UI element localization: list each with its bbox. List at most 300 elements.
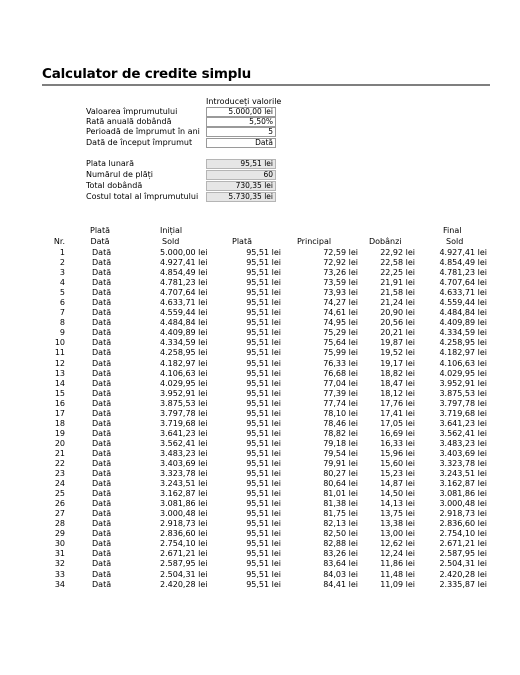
table-row	[0, 359, 520, 369]
row-end-balance: 2.754,10 lei	[439, 529, 487, 539]
row-date: Dată	[92, 278, 112, 288]
row-interest: 14,87 lei	[380, 479, 415, 489]
row-start-balance: 3.483,23 lei	[160, 448, 208, 458]
row-start-balance: 4.927,41 lei	[160, 258, 208, 268]
total-cost-value: 5.730,35 lei	[206, 192, 276, 202]
table-row	[0, 509, 520, 519]
row-interest: 22,58 lei	[380, 258, 415, 268]
row-interest: 20,21 lei	[380, 328, 415, 338]
row-number: 11	[54, 348, 65, 358]
table-row	[0, 519, 520, 529]
row-start-balance: 3.719,68 lei	[160, 418, 208, 428]
row-end-balance: 3.323,78 lei	[439, 458, 487, 468]
row-end-balance: 2.335,87 lei	[439, 579, 487, 589]
row-number: 19	[54, 428, 65, 438]
row-payment: 95,51 lei	[246, 458, 281, 468]
row-payment: 95,51 lei	[246, 509, 281, 519]
loan-amount-field[interactable]: 5.000,00 lei	[206, 107, 276, 117]
row-payment: 95,51 lei	[246, 348, 281, 358]
row-principal: 78,10 lei	[323, 408, 358, 418]
row-date: Dată	[92, 529, 112, 539]
inputs-header: Introduceți valorile	[206, 97, 282, 106]
row-start-balance: 4.559,44 lei	[160, 308, 208, 318]
table-row	[0, 479, 520, 489]
row-payment: 95,51 lei	[246, 418, 281, 428]
row-principal: 74,27 lei	[323, 298, 358, 308]
row-date: Dată	[92, 248, 112, 257]
row-payment: 95,51 lei	[246, 378, 281, 388]
row-end-balance: 4.409,89 lei	[439, 318, 487, 328]
row-principal: 75,29 lei	[323, 328, 358, 338]
header-payment: Plată	[232, 237, 252, 246]
table-row	[0, 258, 520, 268]
row-principal: 82,13 lei	[323, 519, 358, 529]
row-payment: 95,51 lei	[246, 308, 281, 318]
row-principal: 84,41 lei	[323, 579, 358, 589]
row-date: Dată	[92, 469, 112, 479]
row-start-balance: 3.875,53 lei	[160, 398, 208, 408]
row-number: 5	[59, 288, 65, 298]
row-end-balance: 4.633,71 lei	[439, 288, 487, 298]
row-end-balance: 4.484,84 lei	[439, 308, 487, 318]
row-number: 27	[54, 509, 65, 519]
table-row	[0, 348, 520, 358]
row-end-balance: 4.182,97 lei	[439, 348, 487, 358]
row-start-balance: 4.258,95 lei	[160, 348, 208, 358]
row-start-balance: 2.671,21 lei	[160, 549, 208, 559]
row-payment: 95,51 lei	[246, 258, 281, 268]
row-start-balance: 3.000,48 lei	[160, 509, 208, 519]
row-end-balance: 3.483,23 lei	[439, 438, 487, 448]
row-payment: 95,51 lei	[246, 328, 281, 338]
row-payment: 95,51 lei	[246, 428, 281, 438]
row-number: 25	[54, 489, 65, 499]
schedule-header	[0, 226, 520, 248]
row-principal: 74,61 lei	[323, 308, 358, 318]
row-principal: 73,93 lei	[323, 288, 358, 298]
start-date-label: Dată de început împrumut	[86, 138, 193, 147]
row-payment: 95,51 lei	[246, 358, 281, 368]
row-principal: 73,26 lei	[323, 268, 358, 278]
row-date: Dată	[92, 308, 112, 318]
row-interest: 16,69 lei	[380, 428, 415, 438]
row-start-balance: 4.781,23 lei	[160, 278, 208, 288]
table-row	[0, 539, 520, 549]
row-date: Dată	[92, 398, 112, 408]
row-payment: 95,51 lei	[246, 298, 281, 308]
row-end-balance: 4.559,44 lei	[439, 298, 487, 308]
row-date: Dată	[92, 479, 112, 489]
table-row	[0, 429, 520, 439]
row-payment: 95,51 lei	[246, 529, 281, 539]
table-row	[0, 248, 520, 258]
row-payment: 95,51 lei	[246, 368, 281, 378]
row-interest: 17,76 lei	[380, 398, 415, 408]
row-interest: 12,24 lei	[380, 549, 415, 559]
row-end-balance: 3.641,23 lei	[439, 418, 487, 428]
row-number: 23	[54, 469, 65, 479]
row-principal: 75,64 lei	[323, 338, 358, 348]
row-principal: 78,82 lei	[323, 428, 358, 438]
row-number: 8	[59, 318, 65, 328]
row-start-balance: 3.797,78 lei	[160, 408, 208, 418]
row-date: Dată	[92, 358, 112, 368]
table-row	[0, 529, 520, 539]
row-payment: 95,51 lei	[246, 569, 281, 579]
row-date: Dată	[92, 378, 112, 388]
row-interest: 17,05 lei	[380, 418, 415, 428]
row-date: Dată	[92, 539, 112, 549]
row-number: 30	[54, 539, 65, 549]
table-row	[0, 298, 520, 308]
row-start-balance: 4.334,59 lei	[160, 338, 208, 348]
row-date: Dată	[92, 509, 112, 519]
row-payment: 95,51 lei	[246, 288, 281, 298]
table-row	[0, 489, 520, 499]
row-date: Dată	[92, 338, 112, 348]
row-end-balance: 3.081,86 lei	[439, 489, 487, 499]
table-row	[0, 449, 520, 459]
row-payment: 95,51 lei	[246, 479, 281, 489]
row-interest: 18,12 lei	[380, 388, 415, 398]
row-date: Dată	[92, 569, 112, 579]
row-start-balance: 4.484,84 lei	[160, 318, 208, 328]
interest-rate-label: Rată anuală dobândă	[86, 117, 172, 126]
row-start-balance: 5.000,00 lei	[160, 248, 208, 257]
row-number: 34	[54, 579, 65, 589]
row-start-balance: 4.106,63 lei	[160, 368, 208, 378]
row-date: Dată	[92, 499, 112, 509]
row-number: 2	[59, 258, 65, 268]
table-row	[0, 338, 520, 348]
row-number: 1	[59, 248, 65, 257]
table-row	[0, 459, 520, 469]
row-date: Dată	[92, 298, 112, 308]
row-principal: 77,04 lei	[323, 378, 358, 388]
row-interest: 19,17 lei	[380, 358, 415, 368]
row-date: Dată	[92, 328, 112, 338]
table-row	[0, 389, 520, 399]
row-start-balance: 2.754,10 lei	[160, 539, 208, 549]
row-end-balance: 4.927,41 lei	[439, 248, 487, 257]
row-number: 29	[54, 529, 65, 539]
row-principal: 79,18 lei	[323, 438, 358, 448]
row-interest: 16,33 lei	[380, 438, 415, 448]
row-start-balance: 2.504,31 lei	[160, 569, 208, 579]
row-number: 10	[54, 338, 65, 348]
table-row	[0, 399, 520, 409]
title-divider	[42, 84, 490, 86]
row-interest: 12,62 lei	[380, 539, 415, 549]
row-end-balance: 2.587,95 lei	[439, 549, 487, 559]
row-principal: 74,95 lei	[323, 318, 358, 328]
header-date-bottom: Dată	[90, 237, 110, 246]
row-payment: 95,51 lei	[246, 398, 281, 408]
row-end-balance: 2.671,21 lei	[439, 539, 487, 549]
row-interest: 21,91 lei	[380, 278, 415, 288]
payments-count-value: 60	[206, 170, 276, 180]
row-interest: 19,52 lei	[380, 348, 415, 358]
row-payment: 95,51 lei	[246, 388, 281, 398]
row-start-balance: 3.323,78 lei	[160, 469, 208, 479]
row-start-balance: 2.420,28 lei	[160, 579, 208, 589]
row-number: 3	[59, 268, 65, 278]
table-row	[0, 308, 520, 318]
row-payment: 95,51 lei	[246, 448, 281, 458]
row-interest: 21,58 lei	[380, 288, 415, 298]
row-interest: 11,48 lei	[380, 569, 415, 579]
row-principal: 80,27 lei	[323, 469, 358, 479]
row-start-balance: 3.162,87 lei	[160, 489, 208, 499]
row-principal: 83,26 lei	[323, 549, 358, 559]
row-end-balance: 3.797,78 lei	[439, 398, 487, 408]
row-end-balance: 2.918,73 lei	[439, 509, 487, 519]
schedule-rows	[0, 248, 520, 590]
row-principal: 72,92 lei	[323, 258, 358, 268]
row-start-balance: 2.836,60 lei	[160, 529, 208, 539]
row-interest: 15,96 lei	[380, 448, 415, 458]
row-start-balance: 4.409,89 lei	[160, 328, 208, 338]
total-cost-label: Costul total al împrumutului	[86, 192, 199, 201]
row-number: 15	[54, 388, 65, 398]
row-end-balance: 4.258,95 lei	[439, 338, 487, 348]
header-nr: Nr.	[53, 237, 65, 246]
row-number: 22	[54, 458, 65, 468]
payments-count-label: Numărul de plăți	[86, 170, 153, 179]
header-date-top: Plată	[90, 226, 110, 235]
row-end-balance: 3.952,91 lei	[439, 378, 487, 388]
row-date: Dată	[92, 368, 112, 378]
row-interest: 15,60 lei	[380, 458, 415, 468]
header-interest: Dobânzi	[369, 237, 402, 246]
row-date: Dată	[92, 348, 112, 358]
loan-period-label: Perioadă de împrumut în ani	[86, 127, 200, 136]
row-principal: 75,99 lei	[323, 348, 358, 358]
monthly-payment-label: Plata lunară	[86, 159, 134, 168]
table-row	[0, 379, 520, 389]
row-payment: 95,51 lei	[246, 338, 281, 348]
row-date: Dată	[92, 318, 112, 328]
row-payment: 95,51 lei	[246, 248, 281, 257]
table-row	[0, 318, 520, 328]
row-principal: 82,50 lei	[323, 529, 358, 539]
table-row	[0, 328, 520, 338]
row-principal: 77,39 lei	[323, 388, 358, 398]
row-number: 21	[54, 448, 65, 458]
row-interest: 21,24 lei	[380, 298, 415, 308]
row-principal: 84,03 lei	[323, 569, 358, 579]
row-start-balance: 3.243,51 lei	[160, 479, 208, 489]
table-row	[0, 278, 520, 288]
row-number: 7	[59, 308, 65, 318]
row-payment: 95,51 lei	[246, 408, 281, 418]
row-date: Dată	[92, 268, 112, 278]
row-end-balance: 4.854,49 lei	[439, 258, 487, 268]
table-row	[0, 409, 520, 419]
row-start-balance: 3.081,86 lei	[160, 499, 208, 509]
header-principal: Principal	[297, 237, 332, 246]
row-number: 17	[54, 408, 65, 418]
row-date: Dată	[92, 549, 112, 559]
row-payment: 95,51 lei	[246, 559, 281, 569]
row-principal: 81,75 lei	[323, 509, 358, 519]
row-number: 12	[54, 358, 65, 368]
row-end-balance: 2.836,60 lei	[439, 519, 487, 529]
row-end-balance: 4.707,64 lei	[439, 278, 487, 288]
row-interest: 20,90 lei	[380, 308, 415, 318]
row-interest: 22,25 lei	[380, 268, 415, 278]
header-end-bottom: Sold	[446, 237, 464, 246]
row-number: 24	[54, 479, 65, 489]
row-start-balance: 3.562,41 lei	[160, 438, 208, 448]
row-payment: 95,51 lei	[246, 519, 281, 529]
table-row	[0, 469, 520, 479]
row-end-balance: 3.875,53 lei	[439, 388, 487, 398]
row-date: Dată	[92, 448, 112, 458]
row-number: 14	[54, 378, 65, 388]
row-end-balance: 4.334,59 lei	[439, 328, 487, 338]
row-interest: 13,38 lei	[380, 519, 415, 529]
row-start-balance: 2.587,95 lei	[160, 559, 208, 569]
row-end-balance: 3.403,69 lei	[439, 448, 487, 458]
row-principal: 81,01 lei	[323, 489, 358, 499]
row-principal: 76,33 lei	[323, 358, 358, 368]
row-interest: 18,47 lei	[380, 378, 415, 388]
row-principal: 78,46 lei	[323, 418, 358, 428]
row-interest: 11,09 lei	[380, 579, 415, 589]
row-end-balance: 2.504,31 lei	[439, 559, 487, 569]
row-date: Dată	[92, 438, 112, 448]
row-number: 32	[54, 559, 65, 569]
row-payment: 95,51 lei	[246, 549, 281, 559]
row-date: Dată	[92, 418, 112, 428]
row-payment: 95,51 lei	[246, 438, 281, 448]
row-interest: 13,00 lei	[380, 529, 415, 539]
total-interest-value: 730,35 lei	[206, 181, 276, 191]
row-number: 9	[59, 328, 65, 338]
row-principal: 80,64 lei	[323, 479, 358, 489]
table-row	[0, 580, 520, 590]
start-date-field[interactable]: Dată	[206, 138, 276, 148]
row-date: Dată	[92, 559, 112, 569]
row-number: 18	[54, 418, 65, 428]
table-row	[0, 439, 520, 449]
row-interest: 14,13 lei	[380, 499, 415, 509]
row-date: Dată	[92, 519, 112, 529]
loan-amount-label: Valoarea împrumutului	[86, 107, 178, 116]
row-start-balance: 4.182,97 lei	[160, 358, 208, 368]
row-interest: 19,87 lei	[380, 338, 415, 348]
row-date: Dată	[92, 579, 112, 589]
row-payment: 95,51 lei	[246, 318, 281, 328]
row-interest: 17,41 lei	[380, 408, 415, 418]
interest-rate-field[interactable]: 5,50%	[206, 117, 276, 127]
row-start-balance: 4.029,95 lei	[160, 378, 208, 388]
row-principal: 77,74 lei	[323, 398, 358, 408]
row-start-balance: 4.854,49 lei	[160, 268, 208, 278]
row-end-balance: 4.106,63 lei	[439, 358, 487, 368]
row-payment: 95,51 lei	[246, 499, 281, 509]
row-principal: 83,64 lei	[323, 559, 358, 569]
row-principal: 73,59 lei	[323, 278, 358, 288]
row-number: 13	[54, 368, 65, 378]
row-principal: 81,38 lei	[323, 499, 358, 509]
row-date: Dată	[92, 458, 112, 468]
header-start-top: Inițial	[160, 226, 183, 235]
page-title: Calculator de credite simplu	[42, 66, 252, 82]
row-payment: 95,51 lei	[246, 268, 281, 278]
table-row	[0, 549, 520, 559]
row-number: 16	[54, 398, 65, 408]
row-number: 20	[54, 438, 65, 448]
row-end-balance: 3.162,87 lei	[439, 479, 487, 489]
row-principal: 82,88 lei	[323, 539, 358, 549]
row-date: Dată	[92, 288, 112, 298]
row-end-balance: 3.000,48 lei	[439, 499, 487, 509]
row-principal: 72,59 lei	[323, 248, 358, 257]
row-payment: 95,51 lei	[246, 278, 281, 288]
table-row	[0, 288, 520, 298]
row-start-balance: 4.633,71 lei	[160, 298, 208, 308]
table-row	[0, 419, 520, 429]
row-payment: 95,51 lei	[246, 489, 281, 499]
row-interest: 13,75 lei	[380, 509, 415, 519]
table-row	[0, 559, 520, 569]
row-number: 33	[54, 569, 65, 579]
header-start-bottom: Sold	[162, 237, 180, 246]
table-row	[0, 499, 520, 509]
loan-period-field[interactable]: 5	[206, 127, 276, 137]
table-row	[0, 369, 520, 379]
row-end-balance: 3.719,68 lei	[439, 408, 487, 418]
row-number: 28	[54, 519, 65, 529]
total-interest-label: Total dobândă	[86, 181, 143, 190]
row-date: Dată	[92, 489, 112, 499]
row-number: 6	[59, 298, 65, 308]
row-interest: 11,86 lei	[380, 559, 415, 569]
table-row	[0, 268, 520, 278]
row-end-balance: 3.562,41 lei	[439, 428, 487, 438]
row-end-balance: 4.781,23 lei	[439, 268, 487, 278]
row-payment: 95,51 lei	[246, 469, 281, 479]
row-principal: 79,54 lei	[323, 448, 358, 458]
header-end-top: Final	[443, 226, 462, 235]
row-interest: 18,82 lei	[380, 368, 415, 378]
row-interest: 15,23 lei	[380, 469, 415, 479]
row-number: 4	[59, 278, 65, 288]
row-start-balance: 4.707,64 lei	[160, 288, 208, 298]
row-interest: 22,92 lei	[380, 248, 415, 257]
row-interest: 20,56 lei	[380, 318, 415, 328]
row-start-balance: 2.918,73 lei	[160, 519, 208, 529]
row-end-balance: 3.243,51 lei	[439, 469, 487, 479]
row-start-balance: 3.641,23 lei	[160, 428, 208, 438]
row-payment: 95,51 lei	[246, 579, 281, 589]
row-principal: 79,91 lei	[323, 458, 358, 468]
row-date: Dată	[92, 408, 112, 418]
table-row	[0, 570, 520, 580]
row-start-balance: 3.403,69 lei	[160, 458, 208, 468]
row-interest: 14,50 lei	[380, 489, 415, 499]
row-number: 26	[54, 499, 65, 509]
row-payment: 95,51 lei	[246, 539, 281, 549]
row-end-balance: 2.420,28 lei	[439, 569, 487, 579]
row-start-balance: 3.952,91 lei	[160, 388, 208, 398]
row-principal: 76,68 lei	[323, 368, 358, 378]
row-end-balance: 4.029,95 lei	[439, 368, 487, 378]
row-date: Dată	[92, 388, 112, 398]
row-date: Dată	[92, 258, 112, 268]
